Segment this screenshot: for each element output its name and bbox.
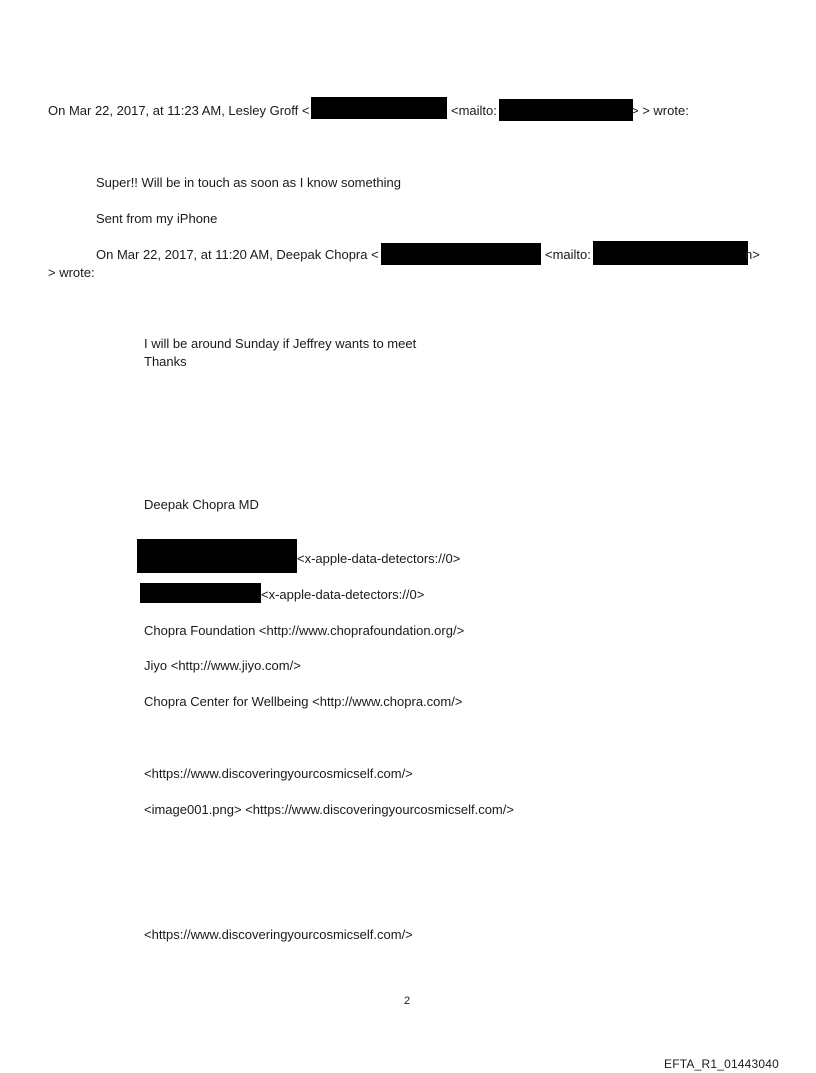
message-line: Thanks [144, 354, 187, 369]
redaction-block [499, 99, 633, 121]
signature-link: <https://www.discoveringyourcosmicself.com/> [144, 766, 413, 781]
signature-link: Chopra Foundation <http://www.choprafoundation.org/> [144, 623, 465, 638]
wrote-suffix: > wrote: [48, 265, 95, 280]
wrote-suffix: > > wrote: [631, 103, 689, 118]
mailto-label: <mailto: [451, 103, 497, 118]
data-detector-link: <x-apple-data-detectors://0> [261, 587, 425, 602]
signature-name: Deepak Chopra MD [144, 497, 259, 512]
email-header-text: On Mar 22, 2017, at 11:23 AM, Lesley Groff < [48, 103, 310, 118]
page-number: 2 [404, 995, 411, 1007]
reply-line: Super!! Will be in touch as soon as I know something [96, 175, 401, 190]
signature-link: <https://www.discoveringyourcosmicself.com/> [144, 927, 413, 942]
reply-signature: Sent from my iPhone [96, 211, 218, 226]
bates-number: EFTA_R1_01443040 [664, 1057, 780, 1071]
redaction-block [140, 583, 261, 603]
redaction-block [311, 97, 447, 119]
redaction-block [381, 243, 541, 265]
signature-link: Jiyo <http://www.jiyo.com/> [144, 658, 301, 673]
data-detector-link: <x-apple-data-detectors://0> [297, 551, 461, 566]
mailto-tail: n> [745, 247, 760, 262]
mailto-label: <mailto: [545, 247, 591, 262]
signature-link: <image001.png> <https://www.discoveringyourcosmicself.com/> [144, 802, 514, 817]
redaction-block [593, 241, 748, 265]
message-line: I will be around Sunday if Jeffrey wants to meet [144, 336, 417, 351]
signature-link: Chopra Center for Wellbeing <http://www.chopra.com/> [144, 694, 463, 709]
redaction-block [137, 539, 297, 573]
quoted-header-text: On Mar 22, 2017, at 11:20 AM, Deepak Chopra < [96, 247, 379, 262]
